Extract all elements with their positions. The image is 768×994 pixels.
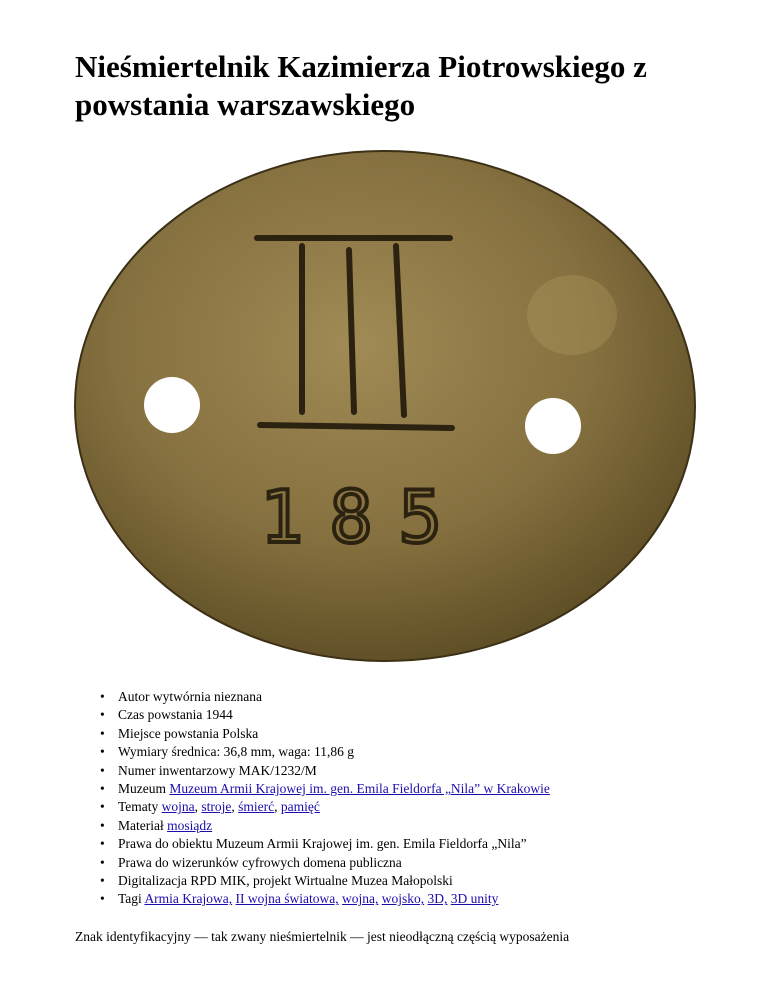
tag-highlight: [527, 275, 617, 355]
topic-link-stroje[interactable]: stroje: [201, 799, 232, 815]
tag-link-ii-wojna[interactable]: II wojna światowa,: [235, 891, 339, 907]
tag-link-wojna[interactable]: wojna,: [342, 891, 379, 907]
tag-link-armia-krajowa[interactable]: Armia Krajowa,: [144, 891, 233, 907]
meta-autor: • Autor wytwórnia nieznana: [100, 688, 550, 706]
meta-prawa-obiektu: • Prawa do obiektu Muzeum Armii Krajowej im. gen. Emila Fieldorfa „Nila”: [100, 835, 550, 853]
lead-paragraph: Znak identyfikacyjny — tak zwany nieśmiertelnik — jest nieodłączną częścią wyposażenia: [75, 929, 570, 944]
meta-czas: • Czas powstania 1944: [100, 706, 550, 724]
meta-digitalizacja: • Digitalizacja RPD MIK, projekt Wirtualne Muzea Małopolski: [100, 872, 550, 890]
tag-link-3d-unity[interactable]: 3D unity: [450, 891, 499, 907]
topic-link-pamiec[interactable]: pamięć: [280, 799, 320, 815]
tag-number: 185: [259, 475, 469, 559]
material-link[interactable]: mosiądz: [167, 817, 213, 833]
meta-tagi: • Tagi Armia Krajowa, II wojna światowa, wojna, wojsko, 3D, 3D unity: [100, 890, 550, 908]
meta-prawa-wizerunkow: • Prawa do wizerunków cyfrowych domena publiczna: [100, 854, 550, 872]
meta-numer: • Numer inwentarzowy MAK/1232/M: [100, 762, 550, 780]
topic-link-smierc[interactable]: śmierć: [238, 799, 275, 815]
museum-link[interactable]: Muzeum Armii Krajowej im. gen. Emila Fieldorfa „Nila” w Krakowie: [169, 781, 550, 797]
tag-hole-right: [525, 398, 581, 454]
meta-muzeum: • Muzeum Muzeum Armii Krajowej im. gen. Emila Fieldorfa „Nila” w Krakowie: [100, 780, 550, 798]
tag-link-3d[interactable]: 3D,: [427, 891, 448, 907]
dog-tag-image: [72, 150, 697, 662]
topic-link-wojna[interactable]: wojna: [161, 799, 195, 815]
meta-material: • Materiał mosiądz: [100, 817, 550, 835]
page-title: Nieśmiertelnik Kazimierza Piotrowskiego z powstania warszawskiego: [75, 49, 647, 122]
meta-miejsce: • Miejsce powstania Polska: [100, 725, 550, 743]
meta-tematy: • Tematy wojna, stroje, śmierć, pamięć: [100, 798, 550, 816]
metadata-list: [100, 688, 550, 909]
tag-link-wojsko[interactable]: wojsko,: [381, 891, 425, 907]
tag-hole-left: [144, 377, 200, 433]
meta-wymiary: • Wymiary średnica: 36,8 mm, waga: 11,86 g: [100, 743, 550, 761]
